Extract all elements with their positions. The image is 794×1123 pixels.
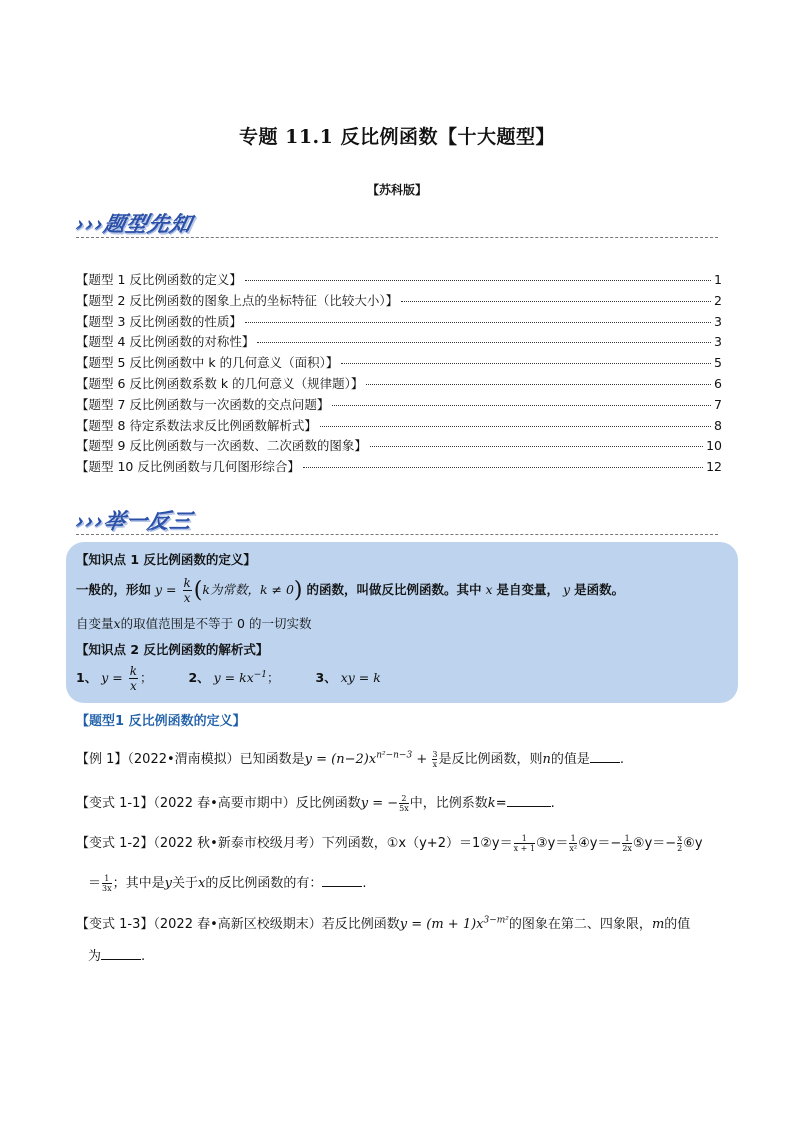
domain-line: 自变量x的取值范围是不等于 0 的一切实数 [76,616,312,631]
toc-entry[interactable] [76,291,722,312]
type-1-heading: 【题型1 反比例函数的定义】 [76,714,246,729]
toc-leader [303,467,703,468]
toc-label: 【题型 10 反比例函数与几何图形综合】 [76,459,300,475]
toc-label: 【题型 8 待定系数法求反比例函数解析式】 [76,417,317,433]
banner-practice: ›››举一反三 [73,508,195,533]
toc-leader [245,280,711,281]
toc-label: 【题型 2 反比例函数的图象上点的坐标特征（比较大小）】 [76,292,399,308]
toc-leader [257,342,711,343]
toc-leader [401,301,711,302]
toc-leader [341,363,711,364]
forms-line: 1、 y = $\frac{k}{x}$ ； 2、 $y = kx^{-1}$； 3、 xy = k [76,664,381,693]
knowledge-point-2-title: 【知识点 2 反比例函数的解析式】 [76,642,269,657]
toc-label: 【题型 1 反比例函数的定义】 [76,272,242,287]
definition-line: 一般的，形如 y = $\frac{k}{x}$ (k为常数，k ≠ 0) 的函数，叫做反比例函数。其中 x 是自变量， y 是函数。 [76,576,625,605]
toc-entry[interactable] [76,457,722,478]
toc-entry[interactable] [76,312,722,333]
knowledge-box [66,542,738,703]
variant-1-2: 【变式 1-2】（2022 秋•新泰市校级月考）下列函数，①x（y+2）＝1②y＝ $\frac{1}{x + 1}$ ③y＝ $\frac{1}{\text{x²}}$ ④y＝− $\frac{1}{2x}$ ⑤y＝− $\frac{x}{2}$ ⑥y ＝ $\frac{1}{3x}$ ；其中是y关于x的反比例函数的有： . [76,834,703,893]
answer-blank[interactable] [507,794,551,807]
fraction: $\frac{k}{x}$ [183,576,191,605]
toc-leader [245,322,711,323]
answer-blank[interactable] [322,874,362,887]
banner-overview: ›››题型先知 [73,211,195,236]
toc-page-number: 3 [714,334,722,350]
divider [76,237,718,238]
toc-label: 【题型 6 反比例函数系数 k 的几何意义（规律题）】 [76,375,364,391]
toc-label: 【题型 3 反比例函数的性质】 [76,313,242,329]
page-title: 专题 11.1 反比例函数【十大题型】 [238,126,555,148]
toc-entry[interactable] [76,353,722,374]
toc-entry[interactable] [76,332,722,353]
toc-entry[interactable] [76,436,722,457]
toc-entry[interactable] [76,416,722,437]
toc-entry[interactable] [76,395,722,416]
toc-label: 【题型 9 反比例函数与一次函数、二次函数的图象】 [76,438,367,454]
edition-label: 【苏科版】 [366,183,427,197]
toc-page-number: 5 [714,355,722,371]
variant-1-3: 【变式 1-3】（2022 春•高新区校级期末）若反比例函数$y = (m + 1)x^{3-m^2}$的图象在第二、四象限，m的值 为 . [76,915,691,964]
toc-entry[interactable] [76,374,722,395]
divider [76,534,718,535]
toc-leader [366,384,711,385]
toc-page-number: 2 [714,292,722,308]
toc-leader [332,405,711,406]
toc-page-number: 8 [714,417,722,433]
toc-page-number: 7 [714,396,722,412]
toc-page-number: 10 [706,438,722,454]
toc-entry[interactable] [76,270,722,291]
answer-blank[interactable] [101,947,141,960]
toc-label: 【题型 7 反比例函数与一次函数的交点问题】 [76,396,330,412]
toc-label: 【题型 5 反比例函数中 k 的几何意义（面积）】 [76,355,339,371]
toc-page-number: 6 [714,375,722,391]
toc-page-number: 3 [714,313,722,329]
toc-leader [320,426,711,427]
toc-label: 【题型 4 反比例函数的对称性】 [76,334,255,350]
table-of-contents [76,270,722,478]
toc-leader [370,446,703,447]
toc-page-number: 1 [714,272,722,287]
knowledge-point-1-title: 【知识点 1 反比例函数的定义】 [76,552,256,567]
answer-blank[interactable] [590,750,620,763]
example-1: 【例 1】（2022•渭南模拟）已知函数是$y = (n-2)x^{n^2-n-3}$ + $\frac{3}{x}$ 是反比例函数，则n的值是 . [76,750,625,769]
variant-1-1: 【变式 1-1】（2022 春•高要市期中）反比例函数y = − $\frac{2}{5x}$ 中，比例系数k= . [76,794,555,813]
toc-page-number: 12 [706,459,722,475]
